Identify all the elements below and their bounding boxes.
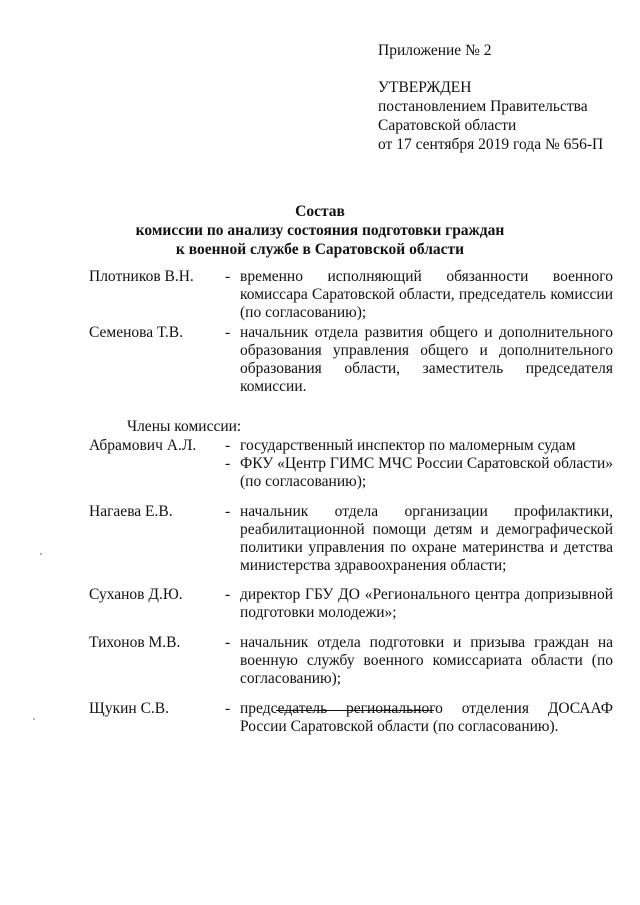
commission-list: [89, 268, 613, 736]
member-dash: -: [225, 503, 231, 520]
member-row: [89, 268, 613, 322]
member-name: Абрамович А.Л.: [89, 437, 197, 454]
scan-speck: [33, 718, 35, 720]
member-name: Семенова Т.В.: [89, 324, 184, 341]
member-dash: -: [225, 268, 231, 285]
member-role: директор ГБУ ДО «Регионального центра допризывной подготовки молодежи»;: [240, 586, 613, 621]
approved-label: УТВЕРЖДЕН: [378, 79, 472, 96]
member-role: председатель регионального отделения ДОСААФ России Саратовской области (по согласованию).: [240, 700, 613, 735]
title-line-3: к военной службе в Саратовской области: [175, 241, 465, 258]
member-row: [89, 503, 613, 575]
member-role: государственный инспектор по маломерным судам: [240, 437, 576, 454]
member-row: [89, 586, 613, 622]
title-line-1: Состав: [295, 203, 345, 220]
member-dash: -: [225, 455, 231, 472]
member-row: [89, 437, 613, 491]
member-dash: -: [225, 437, 231, 454]
member-role: начальник отдела подготовки и призыва граждан на военную службу военного комиссариата области (по согласованию);: [240, 634, 613, 687]
member-dash: -: [225, 586, 231, 603]
member-name: Суханов Д.Ю.: [89, 586, 183, 603]
appendix-label: Приложение № 2: [378, 42, 492, 59]
closing-rule: [276, 710, 434, 711]
approval-line-2: Саратовской области: [378, 117, 517, 134]
member-role: начальник отдела организации профилактики, реабилитационной помощи детям и демографической политики управления по охране материнства и детства министерства здравоохранения области;: [240, 503, 613, 574]
document-title: [0, 202, 640, 259]
member-dash: -: [225, 700, 231, 717]
member-role: начальник отдела развития общего и дополнительного образования управления общего и дополнительного образования области, заместитель председателя комиссии.: [240, 324, 613, 395]
member-row: [89, 700, 613, 736]
scan-speck: [40, 553, 42, 555]
member-dash: -: [225, 634, 231, 651]
member-dash: -: [225, 324, 231, 341]
member-name: Плотников В.Н.: [89, 268, 194, 285]
title-line-2: комиссии по анализу состояния подготовки граждан: [135, 222, 505, 239]
member-row: [89, 324, 613, 396]
member-role: ФКУ «Центр ГИМС МЧС России Саратовской области» (по согласованию);: [240, 455, 613, 490]
member-role: временно исполняющий обязанности военного комиссара Саратовской области, председатель комиссии (по согласованию);: [240, 268, 613, 321]
member-name: Щукин С.В.: [89, 700, 169, 717]
approval-line-1: постановлением Правительства: [378, 98, 588, 115]
approval-block: [378, 41, 603, 154]
member-row: [89, 634, 613, 688]
members-label: Члены комиссии:: [127, 418, 242, 435]
member-name: Тихонов М.В.: [89, 634, 181, 651]
member-name: Нагаева Е.В.: [89, 503, 173, 520]
approval-line-3: от 17 сентября 2019 года № 656-П: [378, 136, 604, 153]
